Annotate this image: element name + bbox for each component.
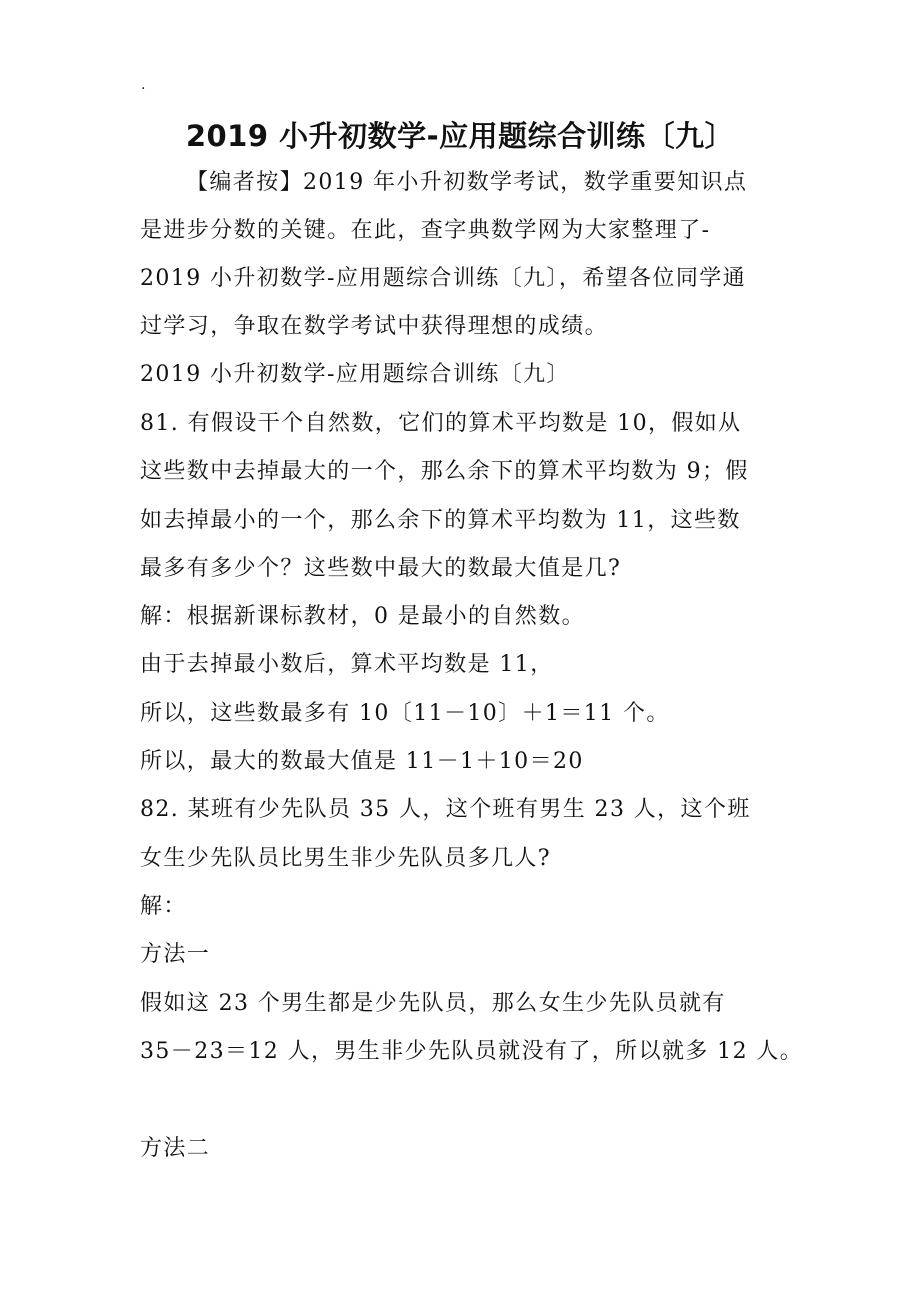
intro-line-1: 【编者按】2019 年小升初数学考试，数学重要知识点 [186,170,748,195]
problem-81-line-2: 这些数中去掉最大的一个，那么余下的算术平均数为 9；假 [140,459,749,484]
intro-line-4: 过学习，争取在数学考试中获得理想的成绩。 [140,314,609,339]
method-one-heading: 方法一 [140,942,211,967]
method-one-line-1: 假如这 23 个男生都是少先队员，那么女生少先队员就有 [140,991,726,1016]
solution-81-line-2: 由于去掉最小数后，算术平均数是 11， [140,652,554,677]
solution-81-line-3: 所以，这些数最多有 10〔11－10〕＋1＝11 个。 [140,701,670,726]
problem-81-line-1: 81. 有假设干个自然数，它们的算术平均数是 10，假如从 [140,411,742,436]
problem-81-line-4: 最多有多少个？这些数中最大的数最大值是几? [140,556,622,581]
page-mark: . [141,77,146,93]
solution-81-line-1: 解：根据新课标教材，0 是最小的自然数。 [140,604,585,629]
problem-82-line-1: 82. 某班有少先队员 35 人，这个班有男生 23 人，这个班 [140,797,751,822]
page-title: 2019 小升初数学-应用题综合训练〔九〕 [185,119,735,153]
method-two-heading: 方法二 [140,1136,211,1161]
intro-line-3: 2019 小升初数学-应用题综合训练〔九〕，希望各位同学通 [140,266,747,291]
solution-81-line-4: 所以，最大的数最大值是 11－1＋10＝20 [140,749,584,774]
intro-line-2: 是进步分数的关键。在此，查字典数学网为大家整理了- [140,218,711,243]
problem-82-line-2: 女生少先队员比男生非少先队员多几人? [140,846,551,871]
problem-81-line-3: 如去掉最小的一个，那么余下的算术平均数为 11，这些数 [140,508,741,533]
solution-82-label: 解： [140,894,187,919]
section-heading: 2019 小升初数学-应用题综合训练〔九〕 [140,362,570,387]
method-one-line-2: 35－23＝12 人，男生非少先队员就没有了，所以就多 12 人。 [140,1039,804,1064]
